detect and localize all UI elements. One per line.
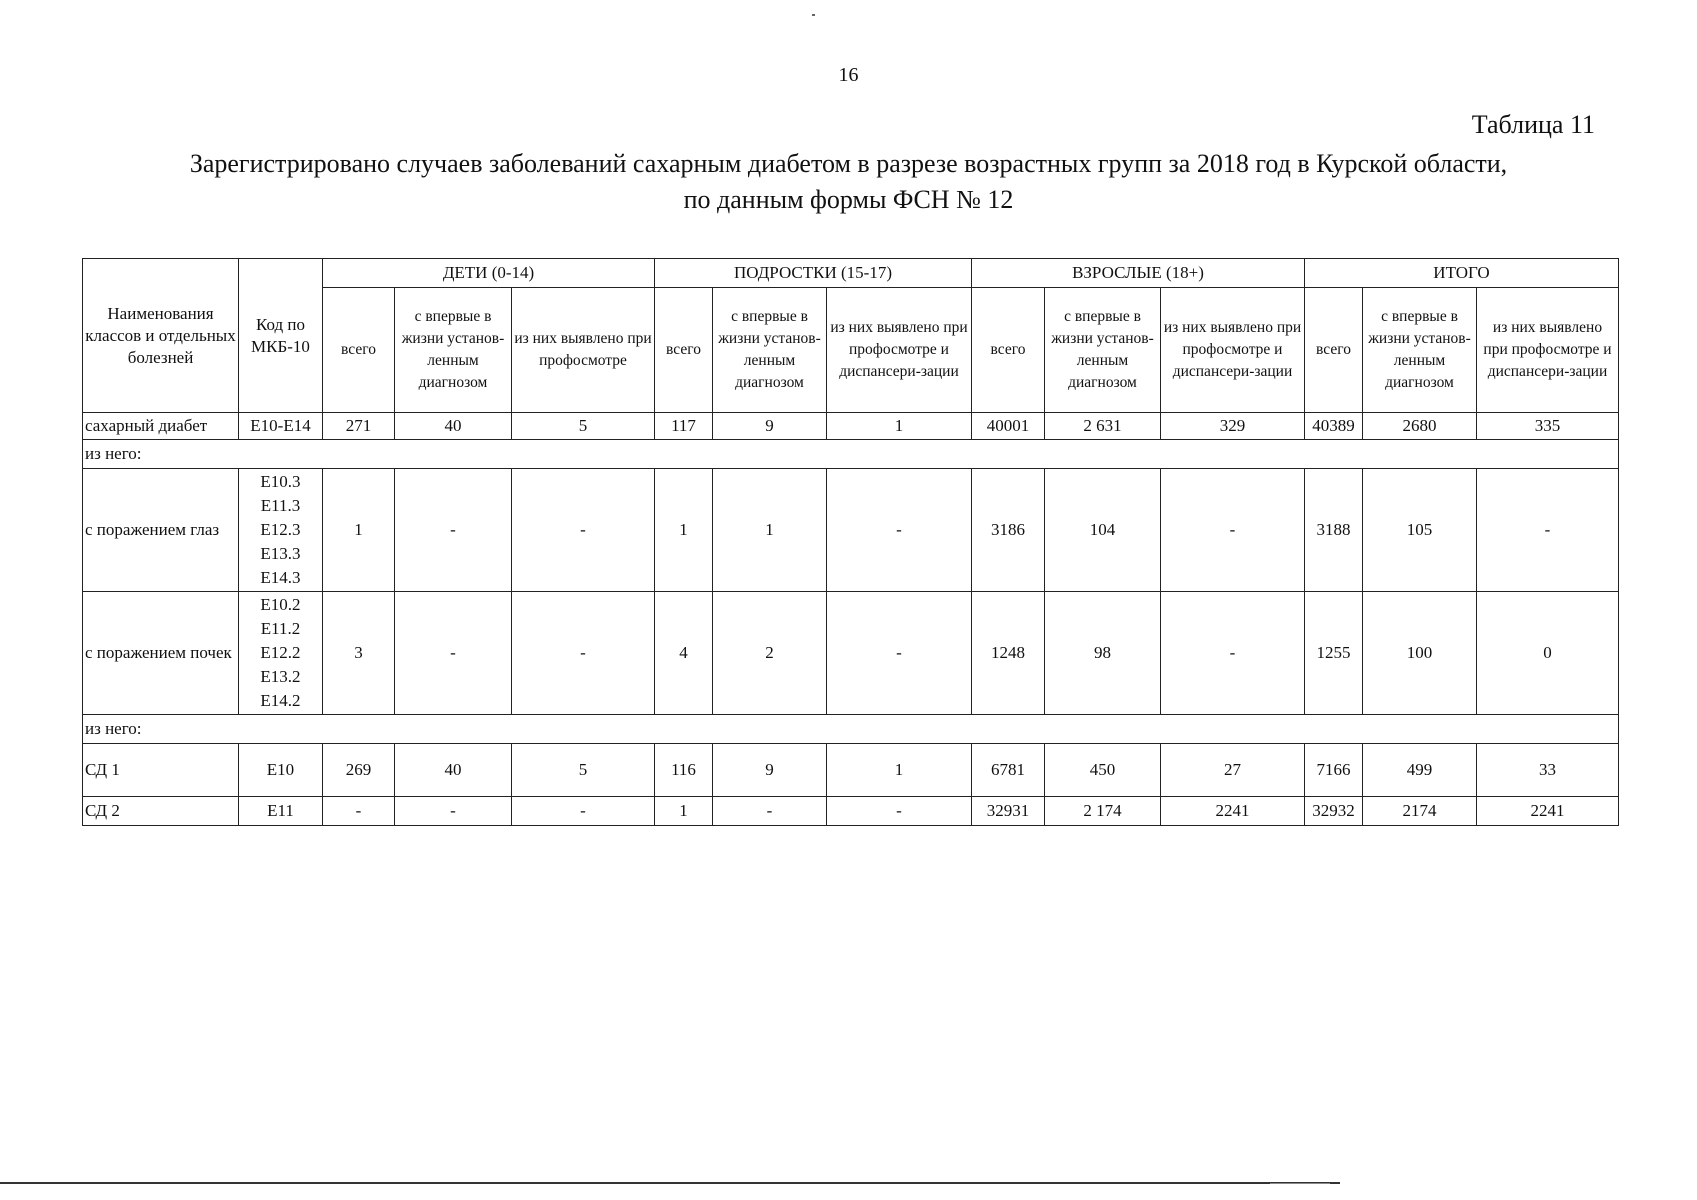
row-name: с поражением почек	[83, 592, 239, 715]
row-code: E11	[239, 797, 323, 826]
cell: 1	[655, 797, 713, 826]
cell: 6781	[972, 744, 1045, 797]
code: E14.2	[260, 691, 301, 710]
subheading-of-which: из него:	[83, 440, 1619, 469]
cell: 40	[395, 744, 512, 797]
cell: -	[395, 592, 512, 715]
header-adults-first: с впервые в жизни установ-ленным диагнозом	[1045, 288, 1161, 413]
cell: 5	[512, 744, 655, 797]
cell: 9	[713, 413, 827, 440]
cell: 116	[655, 744, 713, 797]
cell: 40	[395, 413, 512, 440]
cell: 3	[323, 592, 395, 715]
cell: 335	[1477, 413, 1619, 440]
code: E13.3	[260, 544, 301, 563]
cell: 2 174	[1045, 797, 1161, 826]
code: E11.2	[260, 619, 301, 638]
cell: 27	[1161, 744, 1305, 797]
cell: -	[395, 797, 512, 826]
page-number: 16	[838, 64, 859, 86]
subheading-of-which: из него:	[83, 715, 1619, 744]
cell: 1	[827, 413, 972, 440]
row-name: СД 1	[83, 744, 239, 797]
cell: 0	[1477, 592, 1619, 715]
title-line-2: по данным формы ФСН № 12	[683, 185, 1014, 214]
cell: 2241	[1477, 797, 1619, 826]
row-codes	[239, 469, 323, 592]
cell: -	[1477, 469, 1619, 592]
cell: -	[827, 592, 972, 715]
cell: 2174	[1363, 797, 1477, 826]
header-code: Код по МКБ-10	[239, 259, 323, 413]
header-name: Наименования классов и отдельных болезней	[83, 259, 239, 413]
scan-edge-line	[0, 1182, 1340, 1184]
table-row-subheading	[83, 715, 1619, 744]
cell: 1248	[972, 592, 1045, 715]
header-children-first: с впервые в жизни установ-ленным диагнозом	[395, 288, 512, 413]
header-children-found: из них выявлено при профосмотре	[512, 288, 655, 413]
cell: 104	[1045, 469, 1161, 592]
cell: 2 631	[1045, 413, 1161, 440]
diabetes-table	[82, 258, 1619, 826]
header-teens-first: с впервые в жизни установ-ленным диагнозом	[713, 288, 827, 413]
cell: 3186	[972, 469, 1045, 592]
scan-edge-line-faint	[1270, 1183, 1330, 1184]
cell: -	[827, 469, 972, 592]
cell: -	[713, 797, 827, 826]
code: E10.3	[260, 472, 301, 491]
cell: 271	[323, 413, 395, 440]
cell: 499	[1363, 744, 1477, 797]
header-total-all: всего	[1305, 288, 1363, 413]
cell: 7166	[1305, 744, 1363, 797]
table-row-sd1	[83, 744, 1619, 797]
cell: 2680	[1363, 413, 1477, 440]
code: E13.2	[260, 667, 301, 686]
cell: 105	[1363, 469, 1477, 592]
cell: -	[323, 797, 395, 826]
cell: 40001	[972, 413, 1045, 440]
cell: -	[512, 592, 655, 715]
header-group-total: ИТОГО	[1305, 259, 1619, 288]
code: E14.3	[260, 568, 301, 587]
code: E12.2	[260, 643, 301, 662]
table-row-sd2	[83, 797, 1619, 826]
header-adults-all: всего	[972, 288, 1045, 413]
code: E11.3	[260, 496, 301, 515]
cell: 5	[512, 413, 655, 440]
cell: -	[827, 797, 972, 826]
cell: 329	[1161, 413, 1305, 440]
cell: 100	[1363, 592, 1477, 715]
header-group-adults: ВЗРОСЛЫЕ (18+)	[972, 259, 1305, 288]
cell: -	[512, 797, 655, 826]
cell: 2	[713, 592, 827, 715]
header-group-teens: ПОДРОСТКИ (15-17)	[655, 259, 972, 288]
row-code: E10-E14	[239, 413, 323, 440]
cell: 3188	[1305, 469, 1363, 592]
code: E10.2	[260, 595, 301, 614]
cell: 117	[655, 413, 713, 440]
row-code: E10	[239, 744, 323, 797]
cell: 40389	[1305, 413, 1363, 440]
cell: 2241	[1161, 797, 1305, 826]
table-row-diabetes	[83, 413, 1619, 440]
cell: 32931	[972, 797, 1045, 826]
header-row-groups	[83, 259, 1619, 288]
cell: -	[1161, 469, 1305, 592]
table-row-subheading	[83, 440, 1619, 469]
cell: 1	[713, 469, 827, 592]
table-row-eyes	[83, 469, 1619, 592]
row-codes	[239, 592, 323, 715]
cell: 1255	[1305, 592, 1363, 715]
header-total-first: с впервые в жизни установ-ленным диагнозом	[1363, 288, 1477, 413]
cell: 9	[713, 744, 827, 797]
code: E12.3	[260, 520, 301, 539]
row-name: сахарный диабет	[83, 413, 239, 440]
cell: 1	[827, 744, 972, 797]
header-teens-found: из них выявлено при профосмотре и диспансери-зации	[827, 288, 972, 413]
header-total-found: из них выявлено при профосмотре и диспансери-зации	[1477, 288, 1619, 413]
cell: 450	[1045, 744, 1161, 797]
scan-speck	[812, 14, 815, 16]
page-title	[60, 146, 1637, 218]
row-name: с поражением глаз	[83, 469, 239, 592]
cell: 33	[1477, 744, 1619, 797]
cell: 1	[323, 469, 395, 592]
header-children-all: всего	[323, 288, 395, 413]
row-name: СД 2	[83, 797, 239, 826]
cell: 4	[655, 592, 713, 715]
cell: -	[512, 469, 655, 592]
title-line-1: Зарегистрировано случаев заболеваний сахарным диабетом в разрезе возрастных групп за 2018 год в Курской области,	[189, 149, 1508, 178]
header-teens-all: всего	[655, 288, 713, 413]
cell: -	[395, 469, 512, 592]
table-row-kidneys	[83, 592, 1619, 715]
header-group-children: ДЕТИ (0-14)	[323, 259, 655, 288]
cell: -	[1161, 592, 1305, 715]
header-adults-found: из них выявлено при профосмотре и диспансери-зации	[1161, 288, 1305, 413]
cell: 98	[1045, 592, 1161, 715]
table-label: Таблица 11	[1471, 110, 1595, 139]
cell: 1	[655, 469, 713, 592]
cell: 269	[323, 744, 395, 797]
cell: 32932	[1305, 797, 1363, 826]
